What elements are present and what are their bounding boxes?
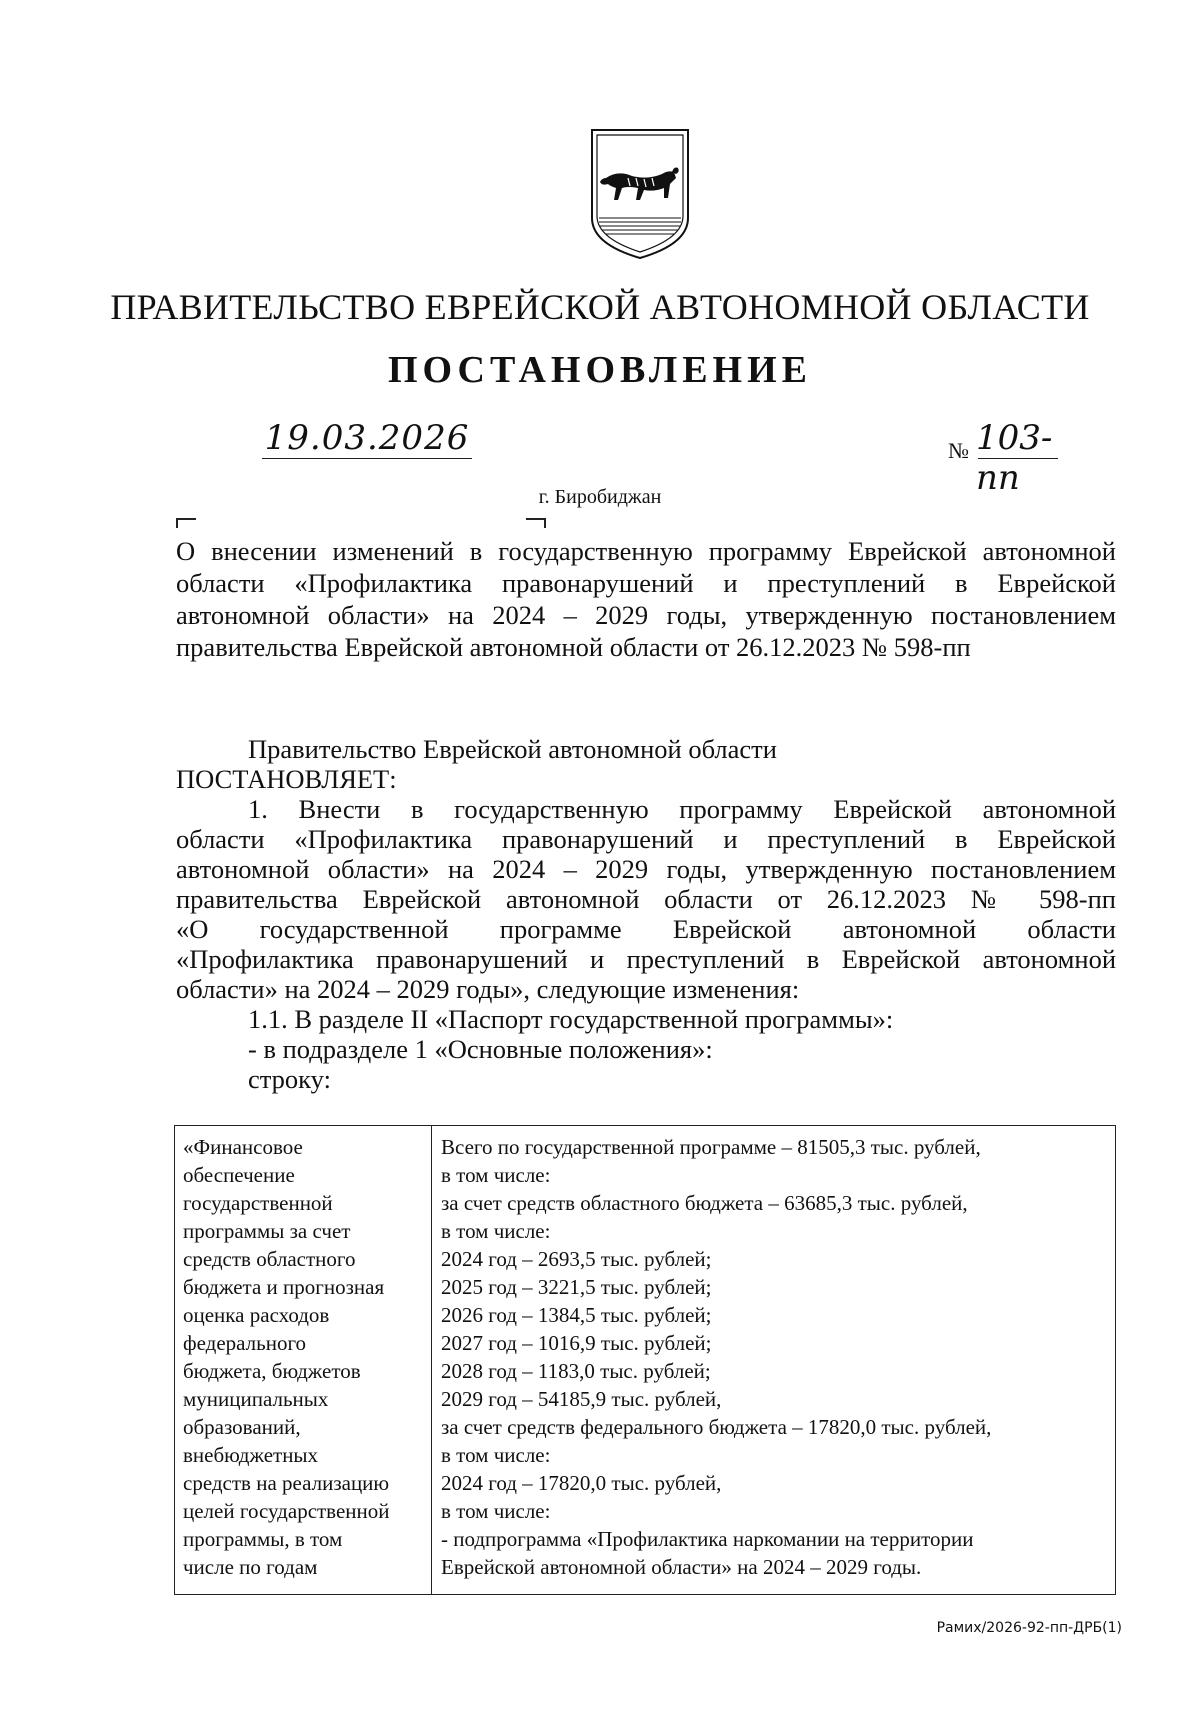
table-cell-line: 2027 год – 1016,9 тыс. рублей; bbox=[441, 1331, 712, 1355]
table-cell-line: средств областного bbox=[183, 1247, 356, 1271]
table-cell-line: 2024 год – 17820,0 тыс. рублей, bbox=[441, 1471, 722, 1495]
item1-line: правительства Еврейской автономной области от 26.12.2023 № 598-пп bbox=[176, 884, 1116, 914]
decree-subject bbox=[176, 535, 1116, 663]
table-cell-line: внебюджетных bbox=[183, 1443, 319, 1467]
subject-corner-mark-right bbox=[526, 518, 546, 528]
table-cell-line: государственной bbox=[183, 1191, 333, 1215]
table-cell-line: «Финансовое bbox=[183, 1135, 303, 1159]
table-cell-line: образований, bbox=[183, 1415, 301, 1439]
table-cell-line: Еврейской автономной области» на 2024 – 2029 годы. bbox=[441, 1555, 922, 1579]
item1-line: 1. Внести в государственную программу Еврейской автономной bbox=[248, 794, 1116, 824]
table-cell-line: программы, в том bbox=[183, 1527, 343, 1551]
item1-line: области «Профилактика правонарушений и преступлений в Еврейской bbox=[176, 824, 1116, 854]
number-underline bbox=[978, 458, 1058, 459]
item1-line: автономной области» на 2024 – 2029 годы, утвержденную постановлением bbox=[176, 854, 1116, 884]
table-cell-line: в том числе: bbox=[441, 1443, 551, 1467]
row-word: строку: bbox=[248, 1064, 331, 1094]
decree-body bbox=[176, 734, 1116, 1094]
subsection-line: - в подразделе 1 «Основные положения»: bbox=[248, 1034, 713, 1064]
city-name: г. Биробиджан bbox=[538, 486, 662, 508]
table-cell-line: программы за счет bbox=[183, 1219, 351, 1243]
table-cell-line: 2024 год – 2693,5 тыс. рублей; bbox=[441, 1247, 712, 1271]
item-1-1: 1.1. В разделе II «Паспорт государственной программы»: bbox=[248, 1004, 894, 1034]
document-code: Рамих/2026-92-пп-ДРБ(1) bbox=[936, 1620, 1122, 1636]
table-cell-line: в том числе: bbox=[441, 1163, 551, 1187]
intro-paragraph: Правительство Еврейской автономной области bbox=[248, 734, 777, 764]
handwritten-number: 103-пп bbox=[976, 418, 1053, 498]
table-cell-line: обеспечение bbox=[183, 1163, 295, 1187]
handwritten-date: 19.03.2026 bbox=[264, 418, 470, 458]
table-cell-line: 2029 год – 54185,9 тыс. рублей, bbox=[441, 1387, 722, 1411]
table-cell-line: в том числе: bbox=[441, 1499, 551, 1523]
table-cell-line: числе по годам bbox=[183, 1555, 318, 1579]
table-cell-line: в том числе: bbox=[441, 1219, 551, 1243]
table-column-divider bbox=[431, 1126, 432, 1594]
table-cell-line: бюджета и прогнозная bbox=[183, 1275, 385, 1299]
table-left-cell bbox=[183, 1133, 423, 1581]
subject-line: правительства Еврейской автономной области от 26.12.2023 № 598-пп bbox=[176, 632, 971, 662]
government-title: ПРАВИТЕЛЬСТВО ЕВРЕЙСКОЙ АВТОНОМНОЙ ОБЛАСТИ bbox=[110, 287, 1090, 327]
subject-line: области «Профилактика правонарушений и преступлений в Еврейской bbox=[176, 568, 1116, 598]
financing-table bbox=[174, 1125, 1116, 1595]
number-sign: № bbox=[948, 438, 969, 463]
table-cell-line: 2028 год – 1183,0 тыс. рублей; bbox=[441, 1359, 711, 1383]
coat-of-arms-emblem bbox=[588, 126, 692, 262]
subject-line: О внесении изменений в государственную программу Еврейской автономной bbox=[176, 536, 1116, 566]
table-cell-line: муниципальных bbox=[183, 1387, 329, 1411]
table-right-cell bbox=[441, 1133, 1111, 1581]
table-cell-line: целей государственной bbox=[183, 1499, 390, 1523]
subject-corner-mark-left bbox=[176, 518, 196, 528]
table-cell-line: федерального bbox=[183, 1331, 307, 1355]
table-cell-line: - подпрограмма «Профилактика наркомании на территории bbox=[441, 1527, 974, 1551]
table-cell-line: оценка расходов bbox=[183, 1303, 330, 1327]
table-cell-line: 2025 год – 3221,5 тыс. рублей; bbox=[441, 1275, 712, 1299]
table-cell-line: Всего по государственной программе – 81505,3 тыс. рублей, bbox=[441, 1135, 981, 1159]
table-cell-line: 2026 год – 1384,5 тыс. рублей; bbox=[441, 1303, 712, 1327]
subject-line: автономной области» на 2024 – 2029 годы, утвержденную постановлением bbox=[176, 600, 1116, 630]
table-cell-line: бюджета, бюджетов bbox=[183, 1359, 361, 1383]
date-underline bbox=[262, 458, 472, 459]
item1-line: области» на 2024 – 2029 годы», следующие изменения: bbox=[176, 974, 800, 1004]
table-cell-line: за счет средств областного бюджета – 63685,3 тыс. рублей, bbox=[441, 1191, 968, 1215]
table-cell-line: за счет средств федерального бюджета – 17820,0 тыс. рублей, bbox=[441, 1415, 992, 1439]
decrees-word: ПОСТАНОВЛЯЕТ: bbox=[176, 764, 397, 794]
table-cell-line: средств на реализацию bbox=[183, 1471, 390, 1495]
document-type-title: ПОСТАНОВЛЕНИЕ bbox=[387, 349, 813, 391]
item1-line: «О государственной программе Еврейской автономной области bbox=[176, 914, 1116, 944]
item1-line: «Профилактика правонарушений и преступлений в Еврейской автономной bbox=[176, 944, 1116, 974]
